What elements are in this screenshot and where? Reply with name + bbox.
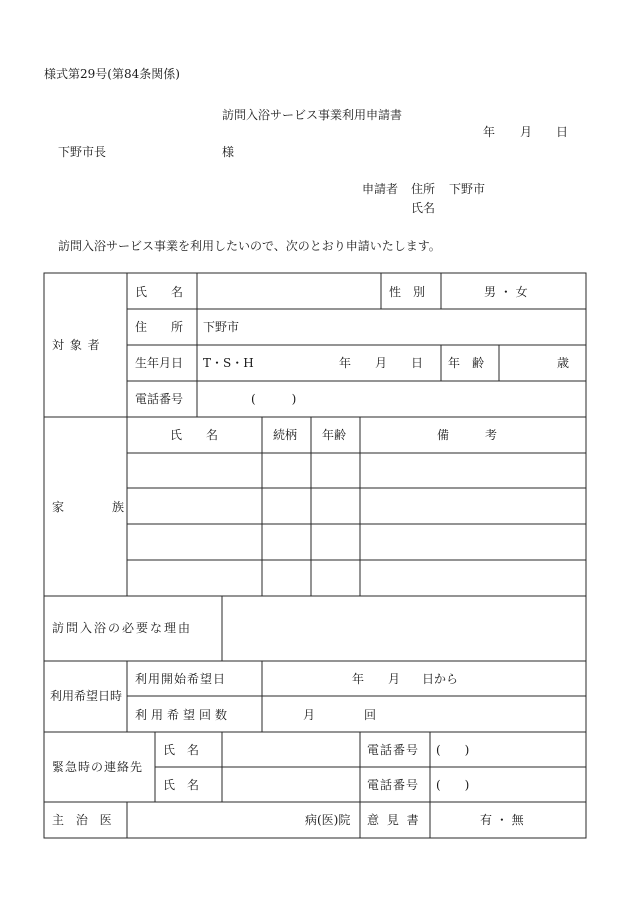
subject-birthdate-label: 生年月日 [135,356,184,370]
subject-address-value: 下野市 [203,320,240,334]
date-month-label: 月 [520,125,533,139]
emergency-phone-paren-2[interactable]: ( ) [436,778,470,792]
intro-text: 訪問入浴サービス事業を利用したいので、次のとおり申請いたします。 [58,239,441,253]
applicant-name-label: 氏名 [411,201,436,215]
subject-section-label: 対 象 者 [52,338,101,352]
doctor-section-label: 主 治 医 [52,813,116,827]
family-col-relation: 続柄 [273,428,298,442]
doctor-hospital-suffix: 病(医)院 [305,813,351,827]
doctor-opinion-label: 意 見 書 [367,813,421,827]
form-number: 様式第29号(第84条関係) [44,67,180,81]
subject-phone-label: 電話番号 [135,392,184,406]
honorific: 様 [222,145,235,159]
subject-sex-label: 性 別 [389,285,426,299]
subject-sex-options[interactable]: 男 ・ 女 [484,285,528,299]
emergency-name-field-1[interactable] [224,734,358,765]
subject-name-field[interactable] [199,275,379,307]
addressee: 下野市長 [58,145,107,159]
subject-address-label: 住 所 [135,320,184,334]
emergency-name-label-2: 氏 名 [163,778,200,792]
date-day-label: 日 [556,125,569,139]
family-col-remarks: 備 考 [437,428,498,442]
schedule-start-year: 年 [352,672,365,686]
subject-phone-paren[interactable]: ( ) [251,392,297,406]
schedule-start-day: 日から [422,672,459,686]
schedule-count-times: 回 [364,708,377,722]
schedule-start-month: 月 [388,672,401,686]
form-title: 訪問入浴サービス事業利用申請書 [222,108,403,122]
subject-age-label: 年 齢 [448,356,485,370]
schedule-count-label: 利用希望回数 [135,708,232,722]
emergency-phone-paren-1[interactable]: ( ) [436,743,470,757]
emergency-section-label: 緊急時の連絡先 [52,760,144,774]
subject-birth-year: 年 [339,356,352,370]
subject-age-unit: 歳 [557,356,570,370]
reason-label: 訪問入浴の必要な理由 [52,621,193,635]
schedule-start-label: 利用開始希望日 [135,672,227,686]
reason-field[interactable] [224,598,584,659]
applicant-label: 申請者 [362,182,399,196]
emergency-phone-label-1: 電話番号 [367,743,420,757]
emergency-name-field-2[interactable] [224,769,358,800]
doctor-opinion-options[interactable]: 有 ・ 無 [480,813,524,827]
subject-birth-day: 日 [411,356,424,370]
date-year-label: 年 [483,125,496,139]
schedule-count-month: 月 [303,708,316,722]
subject-birth-month: 月 [375,356,388,370]
applicant-address-value: 下野市 [449,182,486,196]
applicant-address-label: 住所 [411,182,436,196]
subject-name-label: 氏 名 [135,285,184,299]
emergency-phone-label-2: 電話番号 [367,778,420,792]
family-section-label: 家 族 [52,500,125,514]
doctor-hospital-field[interactable] [129,804,299,836]
family-rows-area[interactable] [129,455,584,594]
family-col-name: 氏 名 [170,428,219,442]
schedule-section-label: 利用希望日時 [50,689,123,703]
applicant-name-field[interactable] [449,199,569,215]
family-col-age: 年齢 [322,428,347,442]
subject-era-options[interactable]: T・S・H [203,356,254,370]
emergency-name-label-1: 氏 名 [163,743,200,757]
